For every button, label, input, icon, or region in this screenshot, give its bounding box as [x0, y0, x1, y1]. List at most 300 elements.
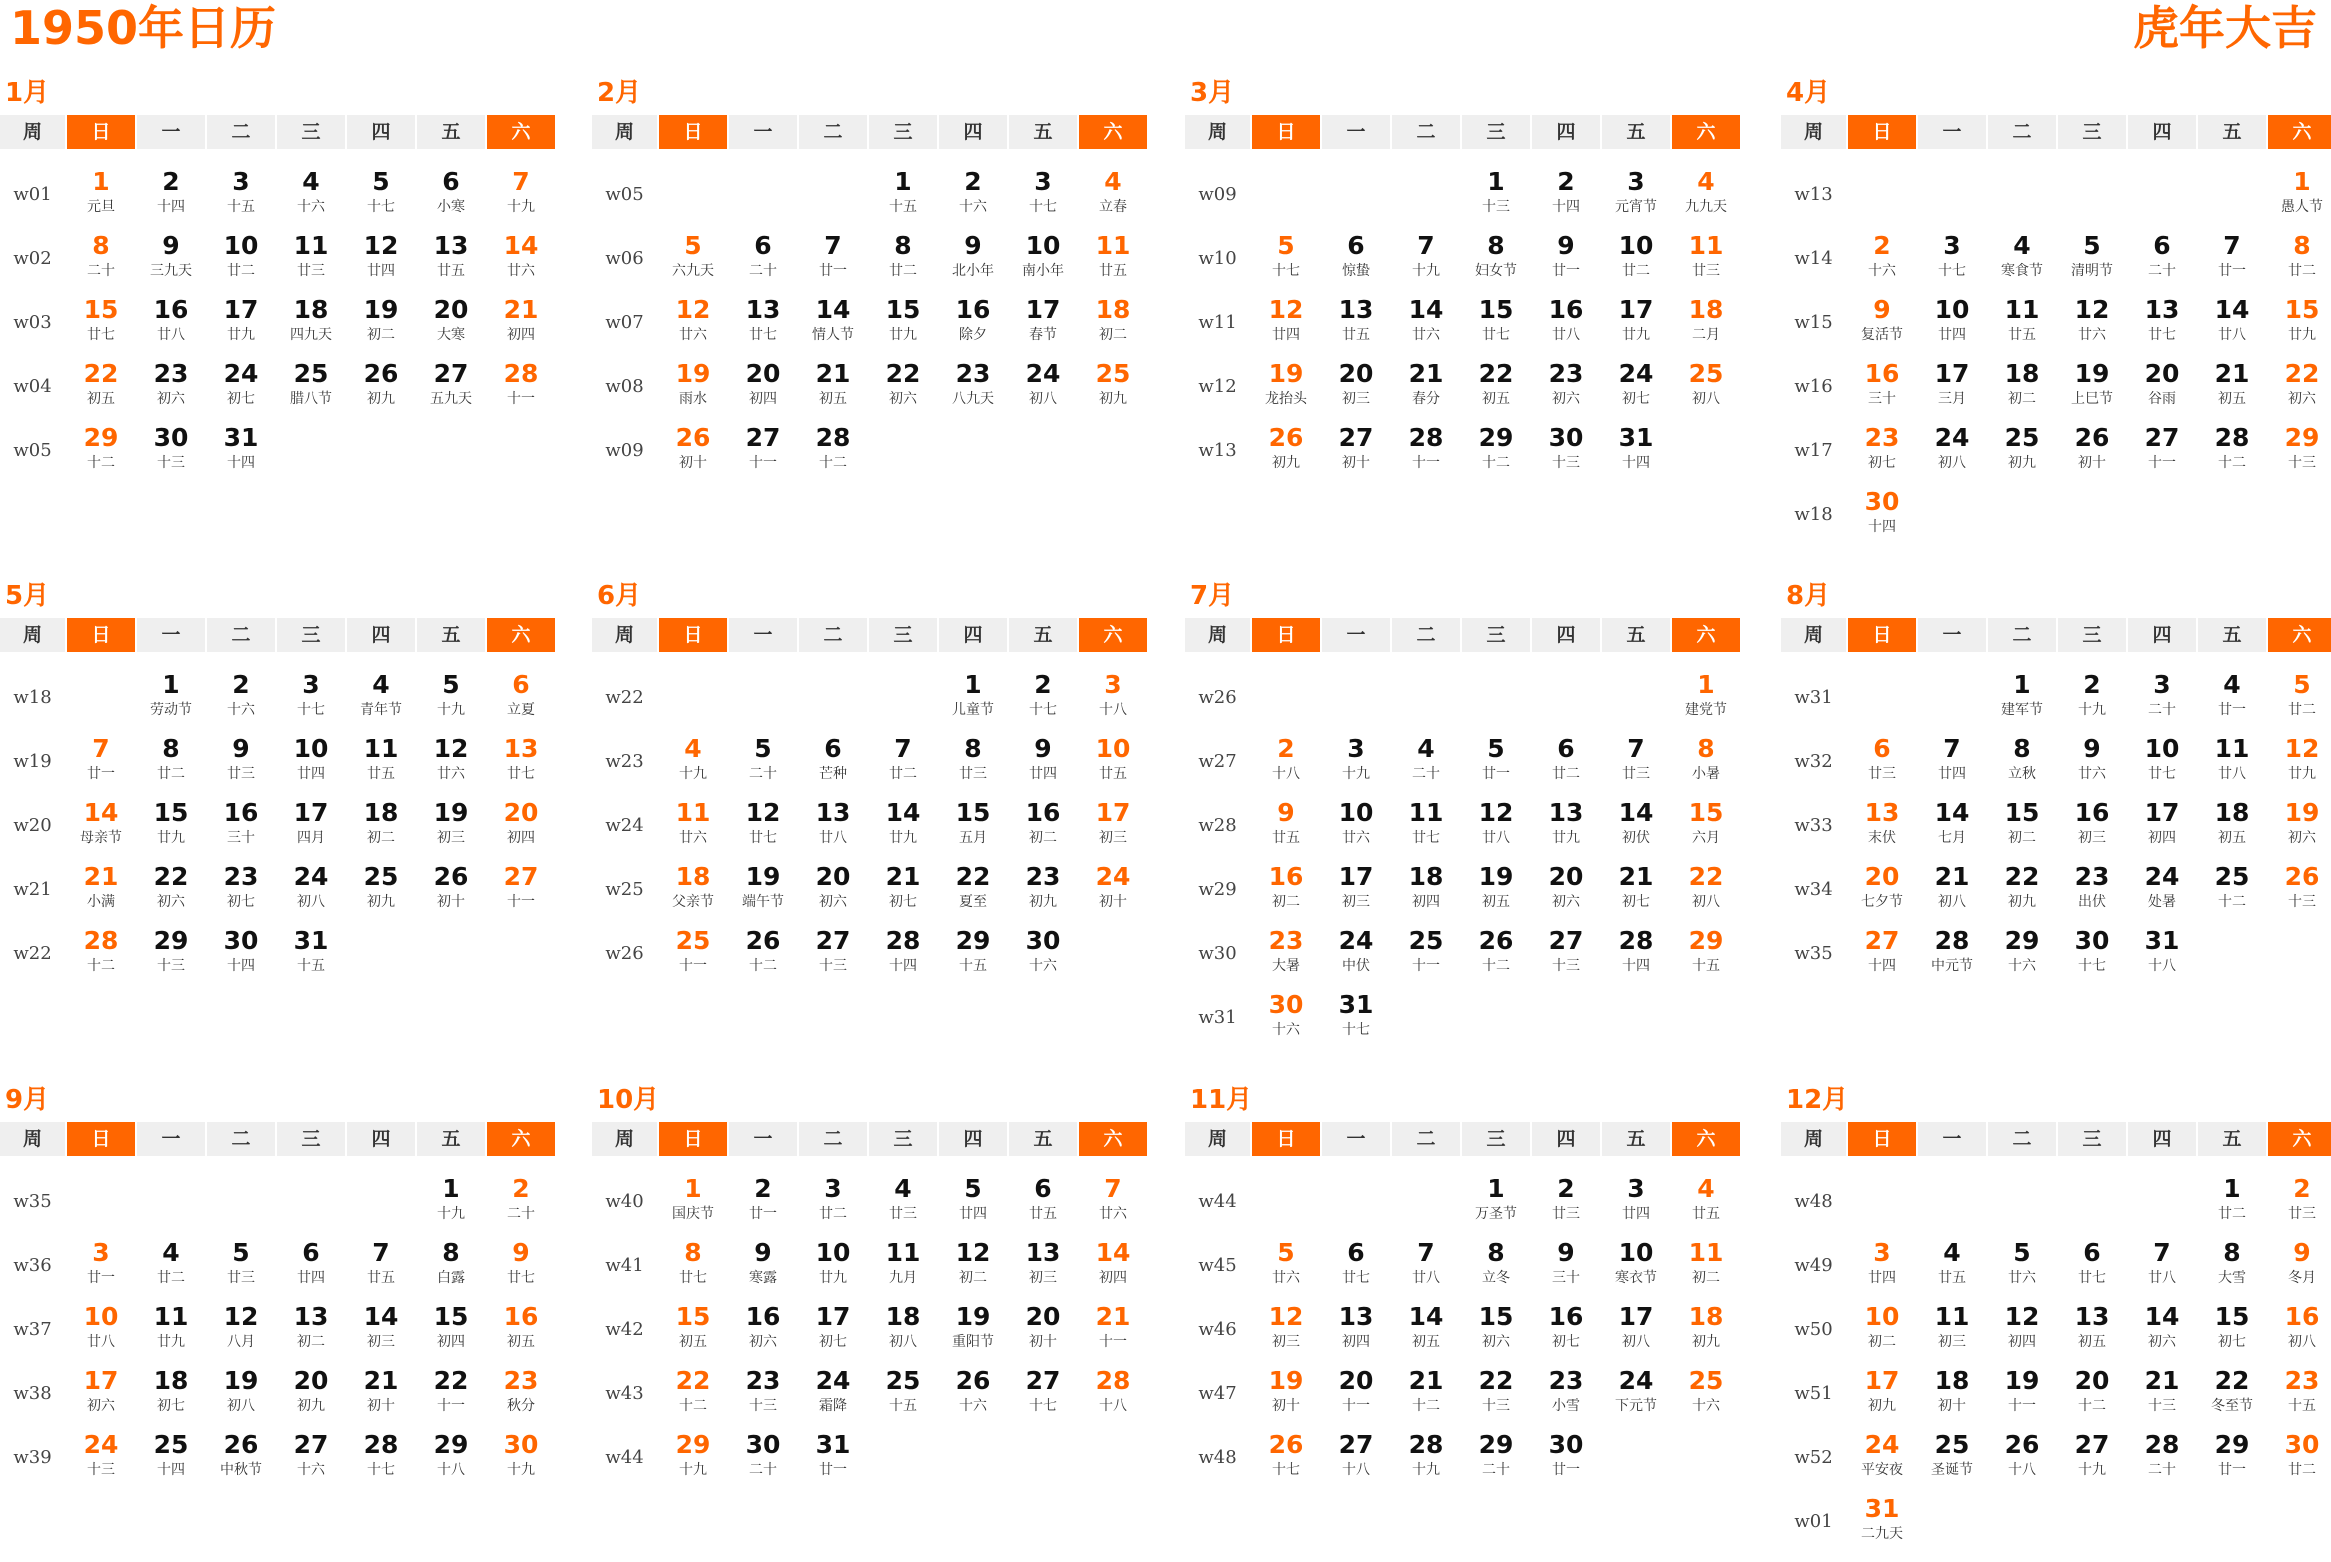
- lunar-label: 父亲节: [672, 894, 714, 910]
- lunar-label: 二十: [749, 1462, 777, 1478]
- day-number: 29: [433, 1430, 469, 1459]
- day-number: 31: [293, 926, 329, 955]
- day-number: 22: [885, 359, 921, 388]
- day-cell: [799, 1302, 867, 1351]
- day-cell: [1988, 926, 2056, 975]
- lunar-label: 廿三: [297, 263, 325, 279]
- day-cell: [729, 1302, 797, 1351]
- day-number: 22: [2004, 862, 2040, 891]
- lunar-label: 廿一: [1552, 263, 1580, 279]
- day-number: 8: [1487, 231, 1505, 260]
- week-number: w22: [13, 943, 52, 964]
- day-number: 2: [2293, 1174, 2311, 1203]
- day-number: 5: [1487, 734, 1505, 763]
- day-number: 20: [503, 798, 539, 827]
- lunar-label: 廿八: [1552, 327, 1580, 343]
- day-number: 4: [1697, 1174, 1715, 1203]
- day-cell: [207, 798, 275, 847]
- day-number: 25: [885, 1366, 921, 1395]
- weekday-header-cell: 二: [207, 618, 275, 652]
- lunar-label: 十二: [2078, 1398, 2106, 1414]
- day-number: 30: [1025, 926, 1061, 955]
- day-cell: [939, 798, 1007, 847]
- lunar-label: 寒露: [749, 1270, 777, 1286]
- lunar-label: 廿七: [1412, 830, 1440, 846]
- day-number: 28: [2144, 1430, 2180, 1459]
- day-cell: [1252, 862, 1320, 911]
- day-number: 3: [302, 670, 320, 699]
- weekday-header-cell: 日: [659, 115, 727, 149]
- day-cell: [2198, 1302, 2266, 1351]
- day-cell: [1079, 167, 1147, 216]
- day-cell: [277, 734, 345, 783]
- day-number: 4: [1104, 167, 1122, 196]
- lunar-label: 廿八: [87, 1334, 115, 1350]
- day-number: 27: [1548, 926, 1584, 955]
- day-cell: [207, 1302, 275, 1351]
- lunar-label: 初七: [819, 1334, 847, 1350]
- day-number: 22: [153, 862, 189, 891]
- weekday-header-cell: 六: [1672, 1122, 1740, 1156]
- lunar-label: 十四: [1622, 958, 1650, 974]
- day-cell: [417, 295, 485, 344]
- day-cell: [799, 359, 867, 408]
- weekday-header-cell: 六: [2268, 115, 2331, 149]
- day-cell: [67, 862, 135, 911]
- day-number: 25: [2004, 423, 2040, 452]
- day-number: 15: [2214, 1302, 2250, 1331]
- lunar-label: 廿五: [1099, 263, 1127, 279]
- week-number: w34: [1794, 879, 1833, 900]
- lunar-label: 十一: [1412, 455, 1440, 471]
- day-number: 27: [1025, 1366, 1061, 1395]
- lunar-label: 初四: [507, 830, 535, 846]
- day-number: 11: [1408, 798, 1444, 827]
- lunar-label: 初五: [2078, 1334, 2106, 1350]
- lunar-label: 十七: [1272, 1462, 1300, 1478]
- day-cell: [1322, 862, 1390, 911]
- lunar-label: 廿八: [2148, 1270, 2176, 1286]
- day-number: 9: [1557, 231, 1575, 260]
- day-number: 20: [2144, 359, 2180, 388]
- day-cell: [1532, 359, 1600, 408]
- lunar-label: 十三: [2148, 1398, 2176, 1414]
- day-number: 1: [2013, 670, 2031, 699]
- day-cell: [1602, 1302, 1670, 1351]
- lunar-label: 大雪: [2218, 1270, 2246, 1286]
- lunar-label: 龙抬头: [1265, 391, 1307, 407]
- day-number: 1: [894, 167, 912, 196]
- lunar-label: 元旦: [87, 199, 115, 215]
- day-number: 13: [2144, 295, 2180, 324]
- day-cell: [1322, 1238, 1390, 1287]
- lunar-label: 冬至节: [2211, 1398, 2253, 1414]
- day-cell: [2128, 734, 2196, 783]
- day-cell: [487, 359, 555, 408]
- day-cell: [1392, 862, 1460, 911]
- day-number: 30: [223, 926, 259, 955]
- day-cell: [1848, 1238, 1916, 1287]
- lunar-label: 廿六: [679, 830, 707, 846]
- day-cell: [2058, 798, 2126, 847]
- lunar-label: 十七: [297, 702, 325, 718]
- day-cell: [1252, 1302, 1320, 1351]
- day-number: 7: [1943, 734, 1961, 763]
- week-column-header: 周: [1781, 115, 1846, 149]
- day-number: 28: [363, 1430, 399, 1459]
- day-cell: [1462, 231, 1530, 280]
- lunar-label: 十九: [679, 766, 707, 782]
- day-cell: [869, 231, 937, 280]
- day-cell: [417, 167, 485, 216]
- lunar-label: 初二: [367, 830, 395, 846]
- day-cell: [939, 1174, 1007, 1223]
- day-number: 20: [815, 862, 851, 891]
- lunar-label: 初六: [2288, 391, 2316, 407]
- day-number: 24: [1618, 359, 1654, 388]
- lunar-label: 立夏: [507, 702, 535, 718]
- day-number: 5: [964, 1174, 982, 1203]
- week-column-header: 周: [592, 618, 657, 652]
- day-cell: [939, 862, 1007, 911]
- day-cell: [417, 1174, 485, 1223]
- day-cell: [1252, 1238, 1320, 1287]
- day-number: 21: [1934, 862, 1970, 891]
- day-number: 21: [815, 359, 851, 388]
- weekday-header: [1781, 115, 2331, 149]
- day-cell: [2198, 231, 2266, 280]
- day-cell: [137, 670, 205, 719]
- day-number: 22: [433, 1366, 469, 1395]
- day-number: 20: [433, 295, 469, 324]
- day-cell: [729, 423, 797, 472]
- day-cell: [2268, 231, 2331, 280]
- day-cell: [1079, 1238, 1147, 1287]
- day-number: 3: [92, 1238, 110, 1267]
- day-cell: [2058, 1430, 2126, 1479]
- lunar-label: 端午节: [742, 894, 784, 910]
- day-cell: [1918, 423, 1986, 472]
- day-number: 26: [2074, 423, 2110, 452]
- day-cell: [277, 359, 345, 408]
- day-number: 5: [2293, 670, 2311, 699]
- day-number: 17: [1618, 295, 1654, 324]
- day-number: 28: [503, 359, 539, 388]
- weekday-header-cell: 六: [1079, 115, 1147, 149]
- weekday-header-cell: 三: [1462, 115, 1530, 149]
- week-number: w26: [605, 943, 644, 964]
- day-cell: [1918, 1302, 1986, 1351]
- day-cell: [1848, 487, 1916, 536]
- week-number: w15: [1794, 312, 1833, 333]
- day-number: 30: [2284, 1430, 2320, 1459]
- day-cell: [347, 670, 415, 719]
- day-number: 28: [1095, 1366, 1131, 1395]
- day-number: 8: [894, 231, 912, 260]
- day-number: 3: [824, 1174, 842, 1203]
- lunar-label: 十九: [1412, 1462, 1440, 1478]
- lunar-label: 十八: [437, 1462, 465, 1478]
- lunar-label: 廿六: [507, 263, 535, 279]
- weekday-header: [1781, 618, 2331, 652]
- week-number: w13: [1794, 184, 1833, 205]
- lunar-label: 初四: [437, 1334, 465, 1350]
- day-cell: [2128, 862, 2196, 911]
- day-cell: [487, 734, 555, 783]
- lunar-label: 三十: [1552, 1270, 1580, 1286]
- lunar-label: 十一: [679, 958, 707, 974]
- day-cell: [277, 167, 345, 216]
- lunar-label: 十一: [437, 1398, 465, 1414]
- day-number: 5: [442, 670, 460, 699]
- day-number: 2: [2083, 670, 2101, 699]
- lunar-label: 寒衣节: [1615, 1270, 1657, 1286]
- calendar-title: 1950年日历: [10, 1, 277, 55]
- day-number: 13: [1548, 798, 1584, 827]
- day-number: 12: [2074, 295, 2110, 324]
- lunar-label: 立春: [1099, 199, 1127, 215]
- day-number: 14: [83, 798, 119, 827]
- day-number: 6: [302, 1238, 320, 1267]
- day-cell: [207, 926, 275, 975]
- lunar-label: 廿一: [2218, 702, 2246, 718]
- day-number: 21: [1618, 862, 1654, 891]
- lunar-label: 十六: [227, 702, 255, 718]
- day-cell: [67, 1430, 135, 1479]
- lunar-label: 初八: [297, 894, 325, 910]
- day-cell: [1532, 734, 1600, 783]
- day-number: 12: [675, 295, 711, 324]
- day-number: 2: [1873, 231, 1891, 260]
- lunar-label: 十三: [2288, 894, 2316, 910]
- day-cell: [939, 1238, 1007, 1287]
- day-cell: [1079, 1366, 1147, 1415]
- day-cell: [2058, 359, 2126, 408]
- day-cell: [417, 798, 485, 847]
- weekday-header-cell: 日: [1848, 618, 1916, 652]
- lunar-label: 南小年: [1022, 263, 1064, 279]
- lunar-label: 十九: [507, 1462, 535, 1478]
- day-number: 16: [1268, 862, 1304, 891]
- day-number: 1: [2293, 167, 2311, 196]
- day-cell: [207, 670, 275, 719]
- week-number: w20: [13, 815, 52, 836]
- day-number: 12: [1268, 1302, 1304, 1331]
- day-number: 10: [1934, 295, 1970, 324]
- day-cell: [2198, 670, 2266, 719]
- day-cell: [1532, 1238, 1600, 1287]
- day-cell: [659, 1302, 727, 1351]
- week-number: w49: [1794, 1255, 1833, 1276]
- lunar-label: 初九: [1029, 894, 1057, 910]
- day-cell: [67, 926, 135, 975]
- lunar-label: 十六: [1029, 958, 1057, 974]
- lunar-label: 廿七: [87, 327, 115, 343]
- week-number: w36: [13, 1255, 52, 1276]
- lunar-label: 初二: [2008, 391, 2036, 407]
- day-cell: [277, 798, 345, 847]
- lunar-label: 廿九: [1622, 327, 1650, 343]
- day-number: 3: [1034, 167, 1052, 196]
- lunar-label: 廿九: [157, 830, 185, 846]
- month-block: [592, 75, 1152, 555]
- day-number: 15: [675, 1302, 711, 1331]
- lunar-label: 清明节: [2071, 263, 2113, 279]
- day-cell: [2198, 798, 2266, 847]
- lunar-label: 十五: [889, 199, 917, 215]
- day-number: 1: [1487, 167, 1505, 196]
- month-block: [592, 1082, 1152, 1562]
- day-number: 16: [503, 1302, 539, 1331]
- lunar-label: 平安夜: [1861, 1462, 1903, 1478]
- day-number: 25: [1688, 359, 1724, 388]
- day-number: 29: [153, 926, 189, 955]
- lunar-label: 建军节: [2001, 702, 2043, 718]
- week-column-header: 周: [1185, 618, 1250, 652]
- day-cell: [799, 1238, 867, 1287]
- day-cell: [1672, 670, 1740, 719]
- day-number: 7: [1627, 734, 1645, 763]
- lunar-label: 廿一: [1482, 766, 1510, 782]
- day-number: 27: [433, 359, 469, 388]
- lunar-label: 初二: [1272, 894, 1300, 910]
- week-number: w18: [1794, 504, 1833, 525]
- week-number: w44: [605, 1447, 644, 1468]
- lunar-label: 立秋: [2008, 766, 2036, 782]
- lunar-label: 初九: [1272, 455, 1300, 471]
- day-number: 4: [162, 1238, 180, 1267]
- day-cell: [659, 295, 727, 344]
- week-number: w12: [1198, 376, 1237, 397]
- lunar-label: 初六: [157, 894, 185, 910]
- day-number: 21: [1408, 1366, 1444, 1395]
- month-name: 2月: [597, 78, 642, 108]
- day-number: 27: [1338, 423, 1374, 452]
- day-cell: [1848, 231, 1916, 280]
- lunar-label: 妇女节: [1475, 263, 1517, 279]
- day-number: 6: [442, 167, 460, 196]
- day-cell: [1322, 231, 1390, 280]
- day-cell: [417, 1366, 485, 1415]
- day-cell: [347, 734, 415, 783]
- day-cell: [1602, 231, 1670, 280]
- day-number: 17: [1618, 1302, 1654, 1331]
- day-number: 13: [1864, 798, 1900, 827]
- lunar-label: 十三: [1482, 199, 1510, 215]
- lunar-label: 小满: [87, 894, 115, 910]
- day-number: 4: [302, 167, 320, 196]
- day-number: 5: [2013, 1238, 2031, 1267]
- lunar-label: 十四: [1622, 455, 1650, 471]
- lunar-label: 初八: [1938, 894, 1966, 910]
- lunar-label: 十五: [297, 958, 325, 974]
- lunar-label: 十五: [889, 1398, 917, 1414]
- day-number: 25: [2214, 862, 2250, 891]
- lunar-label: 廿四: [1272, 327, 1300, 343]
- lunar-label: 初三: [1342, 894, 1370, 910]
- lunar-label: 初六: [749, 1334, 777, 1350]
- day-cell: [1322, 423, 1390, 472]
- day-cell: [2198, 359, 2266, 408]
- day-cell: [1252, 990, 1320, 1039]
- week-number: w46: [1198, 1319, 1237, 1340]
- lunar-label: 初二: [297, 1334, 325, 1350]
- day-cell: [2058, 231, 2126, 280]
- weekday-header-cell: 二: [1988, 618, 2056, 652]
- day-cell: [1988, 231, 2056, 280]
- day-cell: [207, 231, 275, 280]
- day-number: 13: [433, 231, 469, 260]
- weekday-header-cell: 日: [67, 115, 135, 149]
- day-number: 28: [885, 926, 921, 955]
- day-cell: [1252, 798, 1320, 847]
- lunar-label: 中伏: [1342, 958, 1370, 974]
- day-number: 30: [153, 423, 189, 452]
- day-number: 29: [2214, 1430, 2250, 1459]
- lunar-label: 初二: [2008, 830, 2036, 846]
- day-cell: [2128, 231, 2196, 280]
- day-number: 31: [223, 423, 259, 452]
- day-number: 25: [153, 1430, 189, 1459]
- day-number: 17: [815, 1302, 851, 1331]
- day-cell: [67, 734, 135, 783]
- weekday-header-cell: 三: [2058, 1122, 2126, 1156]
- day-number: 2: [162, 167, 180, 196]
- weekday-header-cell: 四: [347, 618, 415, 652]
- day-number: 10: [223, 231, 259, 260]
- day-cell: [1009, 798, 1077, 847]
- day-cell: [1079, 670, 1147, 719]
- day-cell: [799, 423, 867, 472]
- day-number: 4: [2013, 231, 2031, 260]
- day-number: 11: [1688, 1238, 1724, 1267]
- lunar-label: 十六: [1692, 1398, 1720, 1414]
- day-number: 27: [1338, 1430, 1374, 1459]
- day-cell: [1848, 423, 1916, 472]
- day-number: 18: [675, 862, 711, 891]
- day-number: 12: [2004, 1302, 2040, 1331]
- lunar-label: 十二: [87, 455, 115, 471]
- day-cell: [1392, 1430, 1460, 1479]
- day-cell: [1252, 423, 1320, 472]
- lunar-label: 小暑: [1692, 766, 1720, 782]
- lunar-label: 廿四: [297, 766, 325, 782]
- day-cell: [1672, 734, 1740, 783]
- day-number: 25: [1688, 1366, 1724, 1395]
- lunar-label: 复活节: [1861, 327, 1903, 343]
- day-number: 26: [675, 423, 711, 452]
- lunar-label: 七月: [1938, 830, 1966, 846]
- lunar-label: 廿二: [2288, 263, 2316, 279]
- lunar-label: 三十: [1868, 391, 1896, 407]
- day-number: 22: [955, 862, 991, 891]
- week-column-header: 周: [1185, 115, 1250, 149]
- day-number: 10: [293, 734, 329, 763]
- lunar-label: 廿九: [2288, 327, 2316, 343]
- week-number: w09: [605, 440, 644, 461]
- lunar-label: 初五: [1482, 391, 1510, 407]
- lunar-label: 三九天: [150, 263, 192, 279]
- weekday-header: [1781, 1122, 2331, 1156]
- day-number: 29: [1478, 1430, 1514, 1459]
- day-number: 15: [885, 295, 921, 324]
- day-number: 23: [223, 862, 259, 891]
- lunar-label: 初八: [2288, 1334, 2316, 1350]
- day-cell: [1602, 862, 1670, 911]
- day-number: 2: [1557, 167, 1575, 196]
- day-cell: [1918, 231, 1986, 280]
- day-number: 31: [1864, 1494, 1900, 1523]
